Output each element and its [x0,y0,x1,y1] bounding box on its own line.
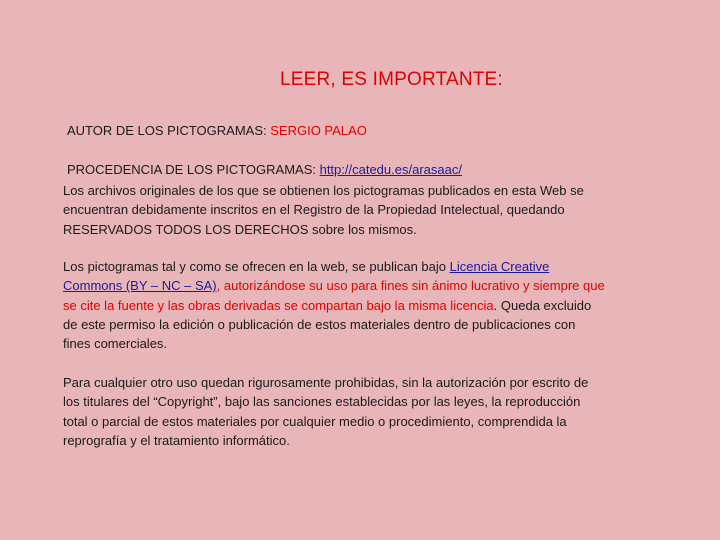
source-link[interactable]: http://catedu.es/arasaac/ [319,162,462,177]
paragraph-line: Los archivos originales de los que se obtienen los pictogramas publicados en esta Web se [63,183,584,198]
author-line [67,123,367,138]
paragraph-line: RESERVADOS TODOS LOS DERECHOS sobre los mismos. [63,221,417,237]
notice-title: LEER, ES IMPORTANTE: [280,69,503,90]
author-name: SERGIO PALAO [270,123,367,138]
license-exclusion: . Queda excluido [493,297,592,313]
license-intro: Los pictogramas tal y como se ofrecen en la web, se publican bajo [63,259,450,274]
paragraph-line: fines comerciales. [63,336,168,352]
paragraph-line [63,296,677,315]
paragraph-line: encuentran debidamente inscritos en el Registro de la Propiedad Intelectual, quedando [63,202,565,218]
paragraph-line [63,257,677,276]
license-condition: , autorizándose su uso para fines sin ánimo lucrativo y siempre que [216,278,605,294]
paragraph-copyright [63,373,677,450]
paragraph-line: de este permiso la edición o publicación de estos materiales dentro de publicaciones con [63,316,576,332]
author-label: AUTOR DE LOS PICTOGRAMAS: [67,123,271,138]
paragraph-registry [63,181,677,239]
license-link[interactable]: Licencia Creative [449,259,550,274]
paragraph-line [63,276,677,295]
paragraph-line: Para cualquier otro uso quedan rigurosamente prohibidas, sin la autorización por escrito de [63,375,589,390]
source-line [67,162,462,177]
paragraph-line: total o parcial de estos materiales por cualquier medio o procedimiento, comprendida la [63,413,567,429]
paragraph-license [63,257,677,353]
paragraph-line: los titulares del “Copyright”, bajo las sanciones establecidas por las leyes, la reproducción [63,394,581,410]
source-label: PROCEDENCIA DE LOS PICTOGRAMAS: [67,162,320,177]
license-condition-cont: se cite la fuente y las obras derivadas se compartan bajo la misma licencia [63,297,494,313]
license-link-cont[interactable]: Commons (BY – NC – SA) [63,278,217,294]
paragraph-line: reprografía y el tratamiento informático. [63,432,290,448]
